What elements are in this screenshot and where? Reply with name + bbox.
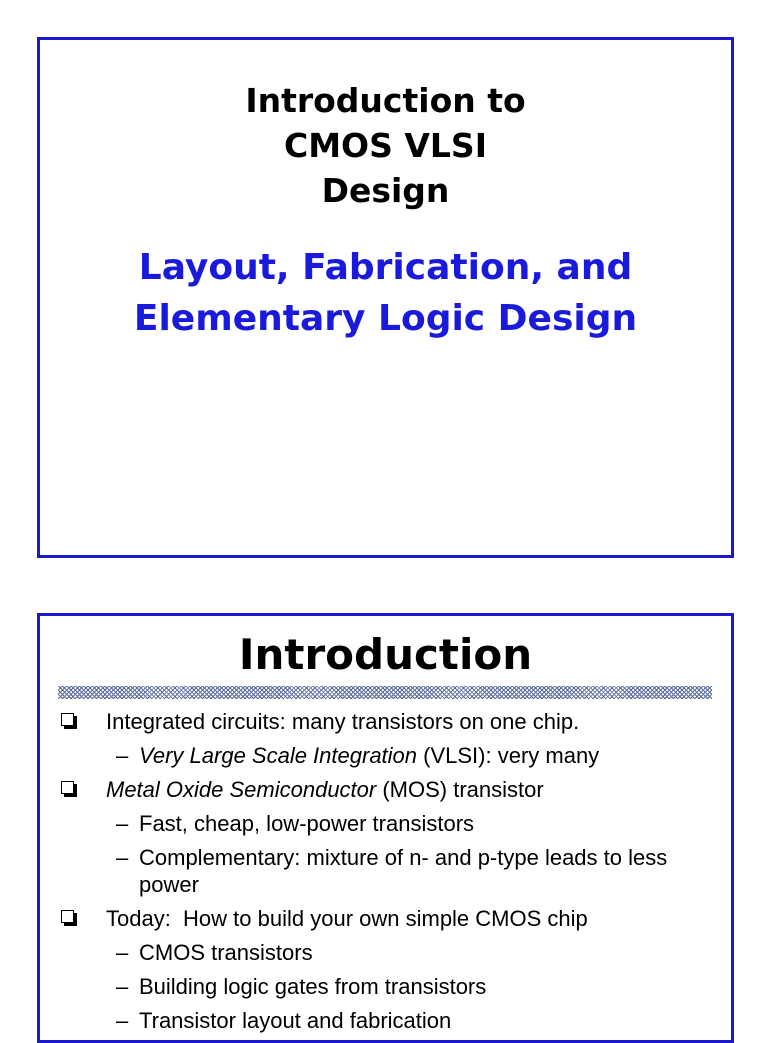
dash-bullet-icon: – <box>116 1008 129 1033</box>
title-line: CMOS VLSI <box>284 126 487 165</box>
dash-bullet-icon: – <box>116 940 129 965</box>
sub-bullet-item <box>60 844 720 898</box>
subtitle-line: Layout, Fabrication, and <box>138 247 633 288</box>
introduction-slide <box>37 613 734 1043</box>
slide-subtitle <box>40 242 731 344</box>
subtitle-line: Elementary Logic Design <box>133 298 638 339</box>
title-line: Design <box>321 171 450 210</box>
divider-bar <box>58 686 712 699</box>
checkbox-bullet-icon <box>61 781 74 794</box>
dash-bullet-icon: – <box>116 974 129 999</box>
title-slide <box>37 37 734 558</box>
sub-bullet-item <box>60 1007 720 1034</box>
bullet-item <box>60 708 720 735</box>
sub-bullet-item <box>60 742 720 769</box>
bullet-text: CMOS transistors <box>139 940 313 965</box>
bullet-text: (VLSI): very many <box>417 743 600 768</box>
bullet-text: Today: How to build your own simple CMOS chip <box>106 906 588 931</box>
bullet-italic-text: Very Large Scale Integration <box>139 743 418 768</box>
dash-bullet-icon: – <box>116 845 129 870</box>
slide-title: Introduction <box>238 630 533 679</box>
bullet-text: (MOS) transistor <box>376 777 544 802</box>
bullet-text: Fast, cheap, low-power transistors <box>139 811 475 836</box>
bullet-list <box>60 708 720 1041</box>
bullet-text: Integrated circuits: many transistors on one chip. <box>106 709 580 734</box>
checkbox-bullet-icon <box>61 910 74 923</box>
bullet-item <box>60 776 720 803</box>
dash-bullet-icon: – <box>116 811 129 836</box>
title-line: Introduction to <box>245 81 526 120</box>
sub-bullet-item <box>60 939 720 966</box>
checkbox-bullet-icon <box>61 713 74 726</box>
sub-bullet-item <box>60 973 720 1000</box>
bullet-text: Complementary: mixture of n- and p-type leads to less power <box>139 845 668 897</box>
bullet-item <box>60 905 720 932</box>
bullet-text: Building logic gates from transistors <box>139 974 487 999</box>
slide-title <box>40 78 731 213</box>
sub-bullet-item <box>60 810 720 837</box>
bullet-italic-text: Metal Oxide Semiconductor <box>106 777 377 802</box>
dash-bullet-icon: – <box>116 743 129 768</box>
bullet-text: Transistor layout and fabrication <box>139 1008 452 1033</box>
